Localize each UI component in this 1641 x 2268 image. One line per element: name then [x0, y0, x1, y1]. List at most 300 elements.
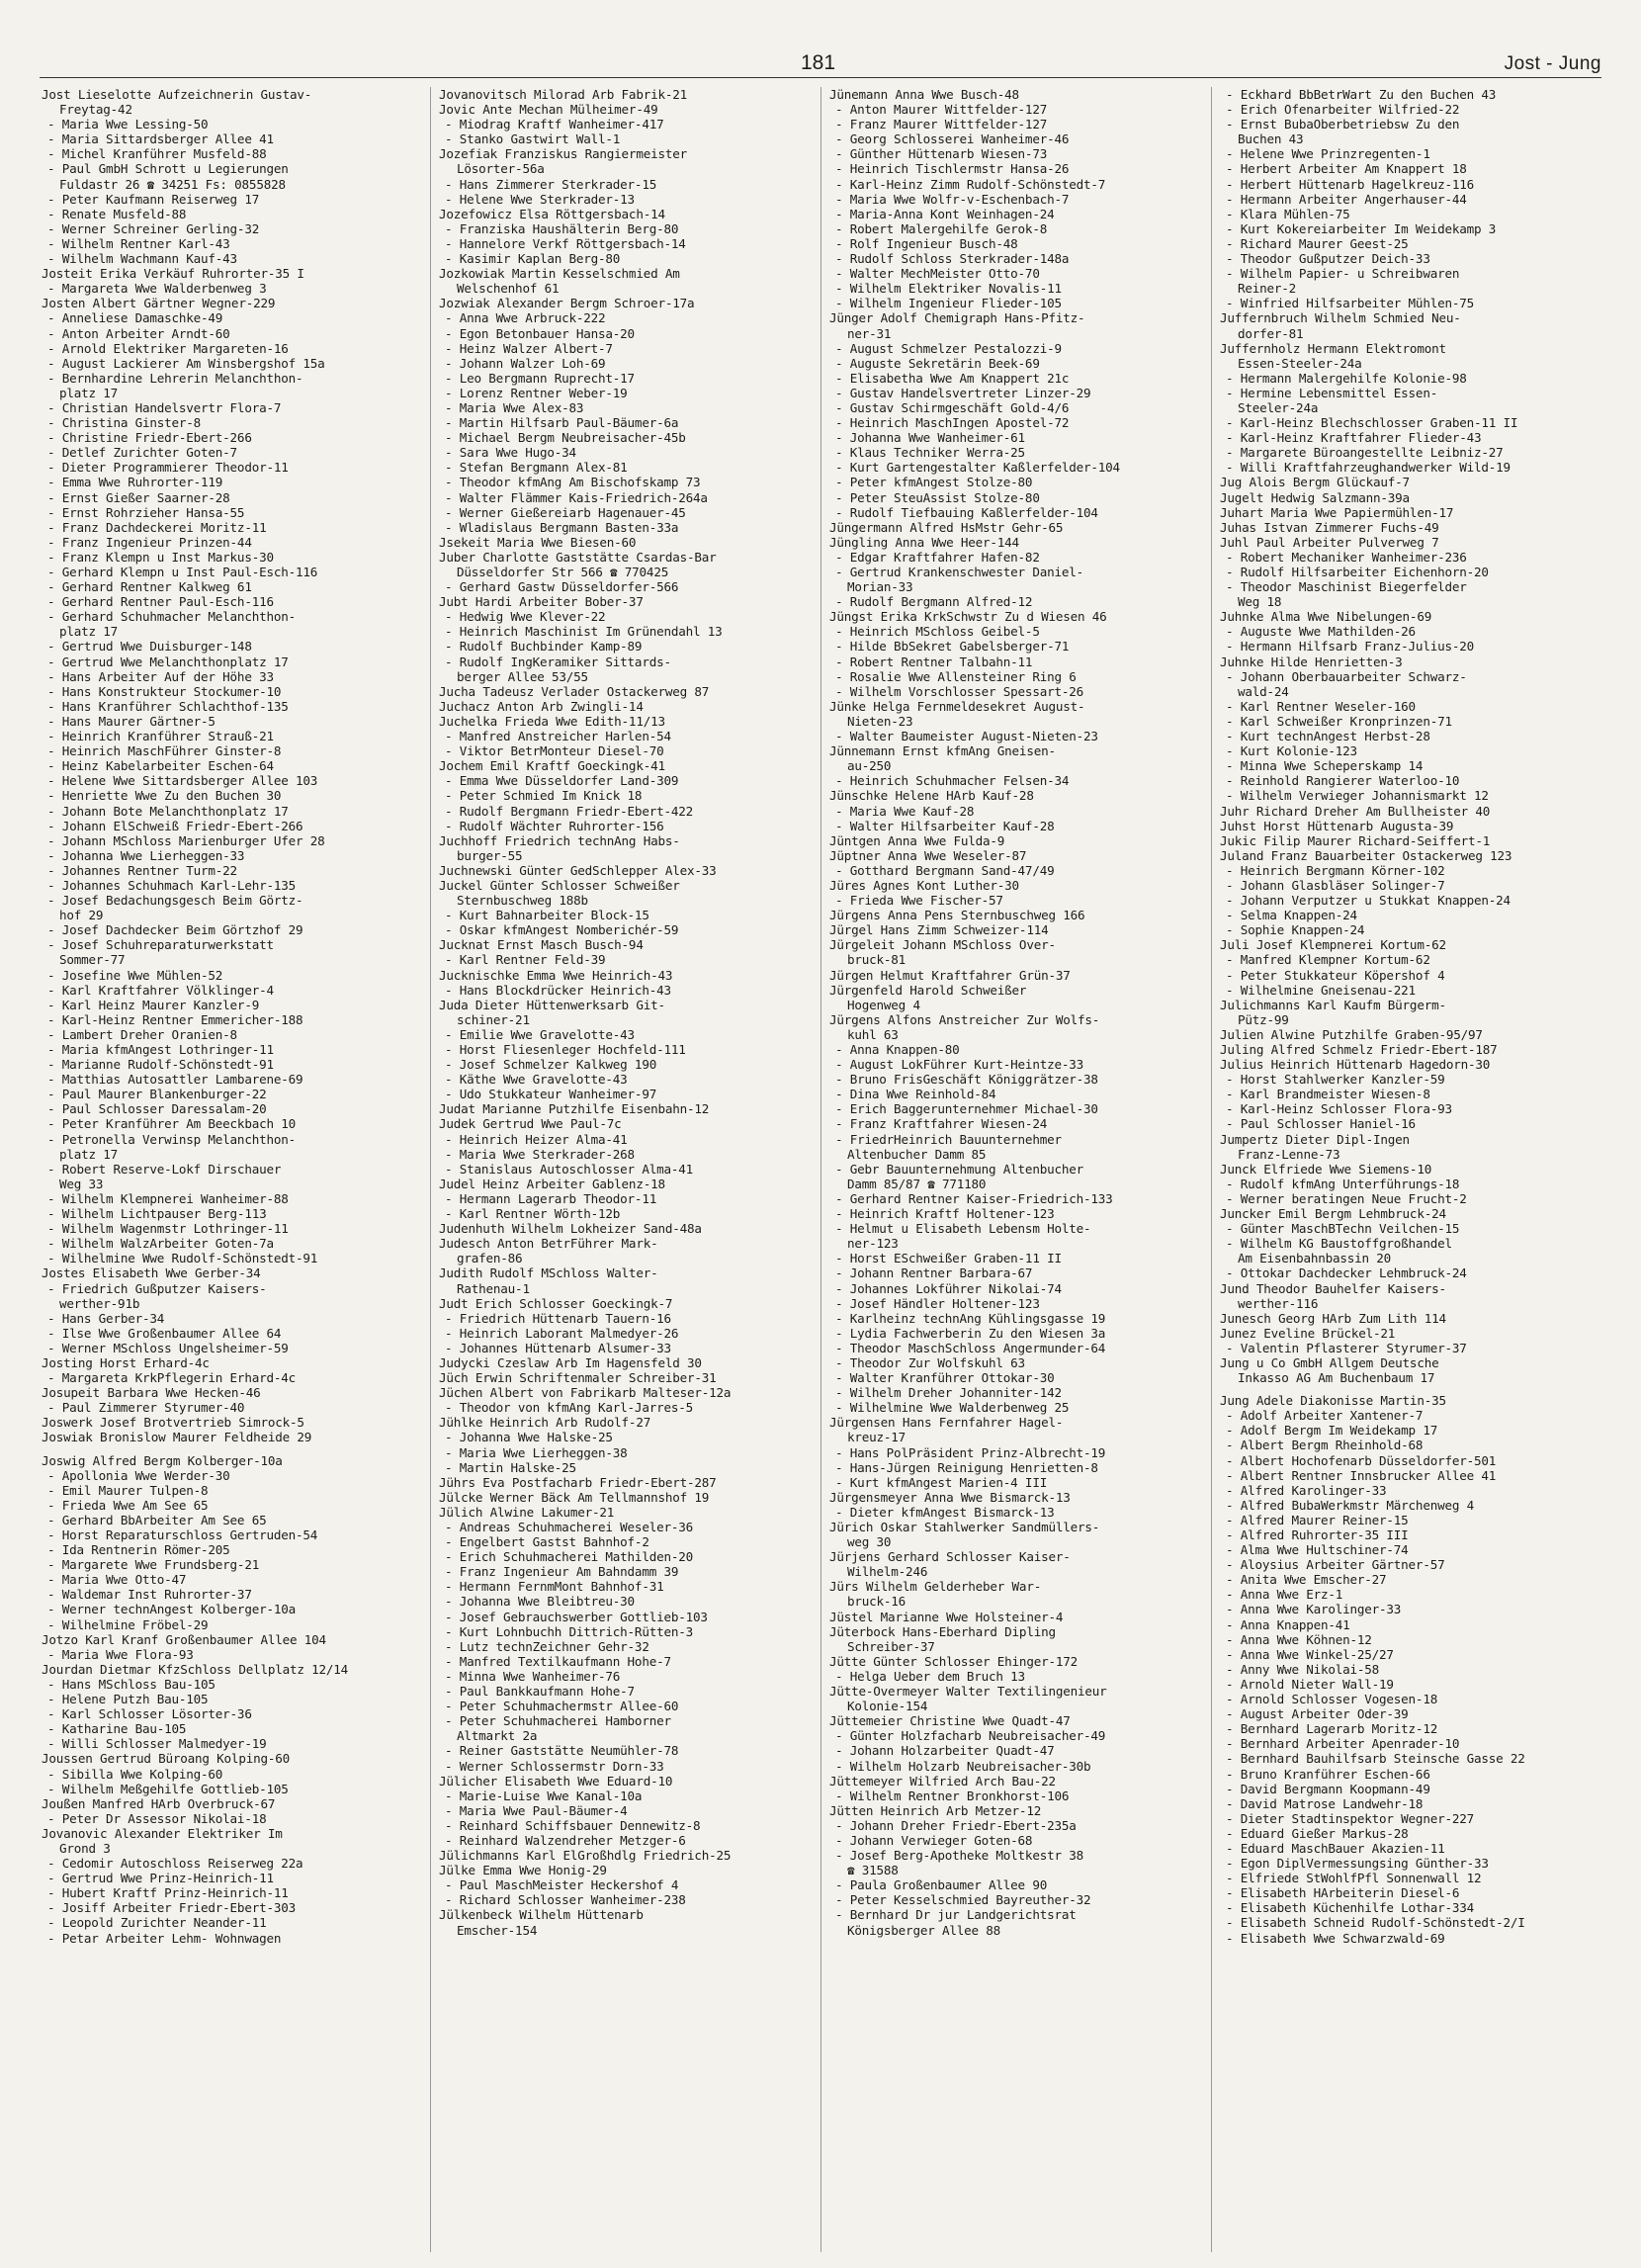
directory-entry: - Hans Kranführer Schlachthof-135	[47, 698, 289, 714]
directory-entry: Judt Erich Schlosser Goeckingk-7	[439, 1295, 673, 1311]
directory-entry: - Frieda Wwe Am See 65	[47, 1497, 209, 1513]
directory-entry: - Johann MSchloss Marienburger Ufer 28	[47, 832, 325, 848]
directory-entry: Juchhoff Friedrich technAng Habs-	[439, 832, 680, 848]
directory-entry: - Heinz Kabelarbeiter Eschen-64	[47, 758, 274, 774]
directory-entry: - Hermann Arbeiter Angerhauser-44	[1226, 191, 1467, 207]
directory-entry: - Karl Schlosser Lösorter-36	[47, 1706, 252, 1722]
directory-entry: Jüngst Erika KrkSchwstr Zu d Wiesen 46	[829, 609, 1107, 625]
directory-entry: Jung Adele Diakonisse Martin-35	[1220, 1393, 1446, 1409]
directory-entry: Jochem Emil Kraftf Goeckingk-41	[439, 758, 665, 774]
directory-entry: - Hans PolPräsident Prinz-Albrecht-19	[835, 1444, 1106, 1460]
directory-entry: Jürgeleit Johann MSchloss Over-	[829, 937, 1056, 953]
directory-entry: - Eduard Gießer Markus-28	[1226, 1825, 1409, 1841]
directory-entry: - Emma Wwe Ruhrorter-119	[47, 475, 223, 490]
directory-entry: - Peter Schmied Im Knick 18	[445, 788, 643, 804]
directory-entry: - Franz Ingenieur Prinzen-44	[47, 534, 252, 550]
directory-entry: - Heinrich Schuhmacher Felsen-34	[835, 773, 1070, 789]
directory-entry: - David Matrose Landwehr-18	[1226, 1795, 1424, 1811]
directory-entry: - Karl Kraftfahrer Völklinger-4	[47, 982, 274, 998]
directory-entry: - Josef Berg-Apotheke Moltkestr 38	[835, 1848, 1083, 1864]
directory-entry: Joswig Alfred Bergm Kolberger-10a	[42, 1452, 283, 1468]
directory-entry: - Kurt Kokereiarbeiter Im Weidekamp 3	[1226, 220, 1497, 236]
directory-entry: - Ida Rentnerin Römer-205	[47, 1542, 230, 1558]
directory-entry: Juffernbruch Wilhelm Schmied Neu-	[1220, 310, 1461, 326]
directory-entry: - Helene Wwe Sittardsberger Allee 103	[47, 773, 318, 789]
directory-entry: - Elfriede StWohlfPfl Sonnenwall 12	[1226, 1871, 1482, 1886]
directory-entry: Jünemann Anna Wwe Busch-48	[829, 87, 1019, 102]
directory-entry: - Günter Holzfacharb Neubreisacher-49	[835, 1728, 1106, 1744]
directory-entry: - Heinrich Bergmann Körner-102	[1226, 862, 1445, 878]
directory-entry: Jülke Emma Wwe Honig-29	[439, 1863, 607, 1878]
directory-entry: - Stanko Gastwirt Wall-1	[445, 131, 621, 147]
directory-entry: - Wilhelmine Wwe Rudolf-Schönstedt-91	[47, 1251, 318, 1266]
directory-entry: - Wilhelm Elektriker Novalis-11	[835, 281, 1062, 297]
directory-entry: Jüngermann Alfred HsMstr Gehr-65	[829, 519, 1064, 535]
directory-entry: - Anton Maurer Wittfelder-127	[835, 102, 1048, 118]
directory-entry: kreuz-17	[847, 1430, 907, 1445]
directory-entry: - Karl Rentner Wörth-12b	[445, 1206, 621, 1222]
directory-entry: Jülich Alwine Lakumer-21	[439, 1504, 615, 1520]
directory-entry: Juling Alfred Schmelz Friedr-Ebert-187	[1220, 1042, 1498, 1057]
directory-entry: - Gebr Bauunternehmung Altenbucher	[835, 1161, 1083, 1177]
directory-entry: - Paul Schlosser Daressalam-20	[47, 1101, 267, 1117]
directory-entry: - Erich Schuhmacherei Mathilden-20	[445, 1549, 693, 1565]
directory-entry: Jozefiak Franziskus Rangiermeister	[439, 146, 687, 162]
directory-entry: - Hermann Hilfsarb Franz-Julius-20	[1226, 639, 1474, 654]
directory-entry: bruck-81	[847, 952, 907, 968]
directory-entry: - Heinrich Maschinist Im Grünendahl 13	[445, 624, 723, 640]
directory-entry: - Hans Gerber-34	[47, 1310, 165, 1326]
directory-entry: - Rosalie Wwe Allensteiner Ring 6	[835, 668, 1077, 684]
directory-entry: Hogenweg 4	[847, 997, 920, 1012]
directory-entry: - Josef Händler Holtener-123	[835, 1295, 1040, 1311]
directory-entry: - Anna Wwe Karolinger-33	[1226, 1602, 1402, 1617]
directory-entry: Jüterbock Hans-Eberhard Dipling	[829, 1623, 1056, 1639]
page-header	[40, 51, 1601, 78]
directory-entry: Juli Josef Klempnerei Kortum-62	[1220, 937, 1446, 953]
directory-entry: - Gerhard Rentner Paul-Esch-116	[47, 594, 274, 610]
directory-entry: - Manfred Anstreicher Harlen-54	[445, 729, 671, 744]
directory-entry: - Karl Rentner Feld-39	[445, 952, 606, 968]
directory-entry: berger Allee 53/55	[457, 668, 588, 684]
directory-entry: Jürgensen Hans Fernfahrer Hagel-	[829, 1415, 1064, 1431]
directory-entry: - Peter Kranführer Am Beeckbach 10	[47, 1116, 296, 1132]
directory-entry: Jug Alois Bergm Glückauf-7	[1220, 475, 1410, 490]
directory-entry: - Rudolf Schloss Sterkrader-148a	[835, 251, 1070, 267]
directory-entry: - Renate Musfeld-88	[47, 206, 187, 221]
directory-entry: - Anny Wwe Nikolai-58	[1226, 1661, 1380, 1677]
directory-entry: Emscher-154	[457, 1922, 538, 1938]
directory-entry: - Engelbert Gastst Bahnhof-2	[445, 1534, 649, 1550]
directory-entry: Juda Dieter Hüttenwerksarb Git-	[439, 997, 665, 1012]
directory-entry: - Ernst Rohrzieher Hansa-55	[47, 504, 245, 520]
directory-entry: Jürich Oskar Stahlwerker Sandmüllers-	[829, 1520, 1100, 1534]
directory-entry: - Alfred BubaWerkmstr Märchenweg 4	[1226, 1497, 1474, 1513]
directory-entry: - Bernhardine Lehrerin Melanchthon-	[47, 370, 303, 386]
directory-entry: Jüres Agnes Kont Luther-30	[829, 877, 1019, 893]
directory-column-3	[820, 87, 1211, 2252]
directory-entry: - Gerhard Rentner Kaiser-Friedrich-133	[835, 1190, 1113, 1206]
directory-entry: - Rudolf Hilfsarbeiter Eichenhorn-20	[1226, 565, 1489, 579]
directory-entry: - Dieter kfmAngest Bismarck-13	[835, 1504, 1055, 1520]
directory-entry: - Walter MechMeister Otto-70	[835, 266, 1040, 282]
entry-gap	[42, 1445, 422, 1453]
directory-entry: Welschenhof 61	[457, 281, 560, 297]
directory-entry: - Johannes Hüttenarb Alsumer-33	[445, 1340, 671, 1355]
directory-entry: - Kurt Bahnarbeiter Block-15	[445, 908, 649, 923]
directory-entry: platz 17	[59, 385, 119, 400]
directory-entry: weg 30	[847, 1534, 892, 1550]
directory-entry: - Wilhelm Verwieger Johannismarkt 12	[1226, 788, 1489, 804]
directory-entry: Julius Heinrich Hüttenarb Hagedorn-30	[1220, 1057, 1491, 1073]
directory-entry: - Horst Stahlwerker Kanzler-59	[1226, 1072, 1445, 1088]
directory-entry: - Michael Bergm Neubreisacher-45b	[445, 430, 686, 446]
directory-entry: Jütte-Overmeyer Walter Textilingenieur	[829, 1684, 1107, 1700]
directory-entry: Weg 18	[1238, 594, 1282, 610]
directory-entry: - Gertrud Wwe Melanchthonplatz 17	[47, 654, 289, 669]
directory-entry: - Dieter Programmierer Theodor-11	[47, 460, 289, 476]
directory-entry: - Bernhard Arbeiter Apenrader-10	[1226, 1736, 1460, 1752]
directory-entry: - Leopold Zurichter Neander-11	[47, 1915, 267, 1931]
directory-entry: - August Lackierer Am Winsbergshof 15a	[47, 355, 325, 371]
directory-entry: schiner-21	[457, 1011, 530, 1027]
directory-entry: - Erich Baggerunternehmer Michael-30	[835, 1101, 1098, 1117]
directory-entry: - Ernst Gießer Saarner-28	[47, 489, 230, 505]
directory-entry: Jünschke Helene HArb Kauf-28	[829, 788, 1034, 804]
directory-entry: - Andreas Schuhmacherei Weseler-36	[445, 1520, 693, 1534]
directory-entry: Junck Elfriede Wwe Siemens-10	[1220, 1161, 1432, 1177]
directory-entry: - Peter Schuhmacherei Hamborner	[445, 1713, 671, 1729]
directory-entry: - Franz Klempn u Inst Markus-30	[47, 549, 274, 565]
directory-entry: - Peter Stukkateur Köpershof 4	[1226, 967, 1445, 983]
directory-entry: - Stefan Bergmann Alex-81	[445, 460, 628, 476]
directory-entry: - Friedrich Gußputzer Kaisers-	[47, 1280, 267, 1296]
directory-entry: - Herbert Hüttenarb Hagelkreuz-116	[1226, 176, 1474, 192]
directory-entry: - Hans Arbeiter Auf der Höhe 33	[47, 668, 274, 684]
directory-entry: - Paul MaschMeister Heckershof 4	[445, 1877, 679, 1893]
directory-entry: - Johannes Rentner Turm-22	[47, 862, 237, 878]
directory-entry: Judel Heinz Arbeiter Gablenz-18	[439, 1176, 665, 1191]
directory-entry: - Theodor von kfmAng Karl-Jarres-5	[445, 1400, 693, 1416]
directory-entry: - Reinhard Walzendreher Metzger-6	[445, 1832, 686, 1848]
directory-entry: - Josef Schuhreparaturwerkstatt	[47, 937, 274, 953]
directory-entry: - Peter Kaufmann Reiserweg 17	[47, 191, 260, 207]
directory-entry: Jourdan Dietmar KfzSchloss Dellplatz 12/14	[42, 1661, 349, 1677]
directory-entry: - Horst Reparaturschloss Gertruden-54	[47, 1527, 318, 1542]
directory-entry: Juchnewski Günter GedSchlepper Alex-33	[439, 862, 717, 878]
directory-entry: - Winfried Hilfsarbeiter Mühlen-75	[1226, 296, 1474, 311]
directory-entry: Josteit Erika Verkäuf Ruhrorter-35 I	[42, 266, 304, 282]
directory-entry: - Bernhard Bauhilfsarb Steinsche Gasse 22	[1226, 1751, 1525, 1767]
directory-entry: - Manfred Textilkaufmann Hohe-7	[445, 1653, 671, 1669]
directory-entry: Joswerk Josef Brotvertrieb Simrock-5	[42, 1415, 304, 1431]
directory-entry: - Herbert Arbeiter Am Knappert 18	[1226, 161, 1467, 177]
directory-entry: - Elisabetha Wwe Am Knappert 21c	[835, 370, 1070, 386]
directory-entry: Jung u Co GmbH Allgem Deutsche	[1220, 1354, 1439, 1370]
directory-entry: - Wilhelm Holzarb Neubreisacher-30b	[835, 1758, 1091, 1774]
directory-entry: Juhst Horst Hüttenarb Augusta-39	[1220, 818, 1454, 833]
directory-entry: Jülichmanns Karl ElGroßhdlg Friedrich-25	[439, 1848, 732, 1864]
directory-entry: - Rudolf kfmAng Unterführungs-18	[1226, 1176, 1460, 1191]
directory-entry: - Werner Schlossermstr Dorn-33	[445, 1758, 664, 1774]
directory-entry: - FriedrHeinrich Bauunternehmer	[835, 1131, 1062, 1147]
directory-entry: - Josef Gebrauchswerber Gottlieb-103	[445, 1609, 708, 1624]
directory-entry: Jüntgen Anna Wwe Fulda-9	[829, 832, 1005, 848]
directory-entry: Jüchen Albert von Fabrikarb Malteser-12a	[439, 1385, 732, 1401]
directory-entry: - Rudolf Bergmann Alfred-12	[835, 594, 1033, 610]
directory-entry: Jüttemeyer Wilfried Arch Bau-22	[829, 1773, 1056, 1788]
directory-entry: - Anna Knappen-41	[1226, 1616, 1350, 1632]
directory-entry: - August Schmelzer Pestalozzi-9	[835, 340, 1062, 356]
directory-entry: - Hermann FernmMont Bahnhof-31	[445, 1579, 664, 1595]
entry-gap	[1220, 1385, 1594, 1393]
directory-column-2	[430, 87, 820, 2252]
directory-entry: - Johann Dreher Friedr-Ebert-235a	[835, 1817, 1077, 1833]
directory-entry: - Karl-Heinz Kraftfahrer Flieder-43	[1226, 430, 1482, 446]
directory-entry: Josten Albert Gärtner Wegner-229	[42, 296, 276, 311]
directory-entry: - Richard Maurer Geest-25	[1226, 235, 1409, 251]
directory-entry: - Detlef Zurichter Goten-7	[47, 445, 237, 461]
directory-entry: - Werner Gießereiarb Hagenauer-45	[445, 504, 686, 520]
directory-entry: Jovanovic Alexander Elektriker Im	[42, 1825, 283, 1841]
directory-entry: Junez Eveline Brückel-21	[1220, 1325, 1396, 1341]
directory-entry: Juhart Maria Wwe Papiermühlen-17	[1220, 504, 1454, 520]
directory-entry: - Franziska Haushälterin Berg-80	[445, 220, 679, 236]
directory-entry: Steeler-24a	[1238, 399, 1319, 415]
directory-entry: - August Arbeiter Oder-39	[1226, 1706, 1409, 1722]
directory-entry: - Heinrich MaschFührer Ginster-8	[47, 743, 282, 759]
directory-entry: - Hermine Lebensmittel Essen-	[1226, 385, 1438, 400]
directory-entry: Jucha Tadeusz Verlader Ostackerweg 87	[439, 683, 710, 699]
directory-entry: - Hans Blockdrücker Heinrich-43	[445, 982, 671, 998]
directory-entry: - Wilhelm Rentner Karl-43	[47, 235, 230, 251]
directory-entry: - Gustav Handelsvertreter Linzer-29	[835, 385, 1091, 400]
directory-entry: - Rudolf Bergmann Friedr-Ebert-422	[445, 803, 693, 819]
directory-entry: - Auguste Sekretärin Beek-69	[835, 355, 1040, 371]
directory-entry: Jürgen Helmut Kraftfahrer Grün-37	[829, 967, 1071, 983]
directory-entry: - Wilhelm Wagenmstr Lothringer-11	[47, 1221, 289, 1237]
directory-entry: - Richard Schlosser Wanheimer-238	[445, 1892, 686, 1908]
directory-entry: - Paul Bankkaufmann Hohe-7	[445, 1684, 635, 1700]
directory-column-1	[40, 87, 430, 2252]
directory-entry: - Theodor kfmAng Am Bischofskamp 73	[445, 475, 701, 490]
directory-entry: - Hans MSchloss Bau-105	[47, 1676, 216, 1692]
directory-entry: - Wilhelm Lichtpauser Berg-113	[47, 1206, 267, 1222]
directory-entry: - Maria Wwe Paul-Bäumer-4	[445, 1802, 628, 1818]
directory-entry: - Walter Kranführer Ottokar-30	[835, 1370, 1055, 1386]
directory-entry: - Walter Flämmer Kais-Friedrich-264a	[445, 489, 708, 505]
directory-entry: Rathenau-1	[457, 1280, 530, 1296]
directory-entry: - Johanna Wwe Halske-25	[445, 1430, 613, 1445]
directory-entry: Judith Rudolf MSchloss Walter-	[439, 1265, 658, 1281]
directory-entry: - Johannes Schuhmach Karl-Lehr-135	[47, 877, 296, 893]
directory-entry: burger-55	[457, 847, 523, 863]
directory-entry: Jozefowicz Elsa Röttgersbach-14	[439, 206, 665, 221]
directory-entry: - Miodrag Kraftf Wanheimer-417	[445, 117, 664, 132]
directory-entry: - Wilhelm Vorschlosser Spessart-26	[835, 683, 1083, 699]
directory-entry: - Heinrich MaschIngen Apostel-72	[835, 415, 1070, 431]
directory-entry: Jürgens Anna Pens Sternbuschweg 166	[829, 908, 1085, 923]
directory-entry: - Alfred Karolinger-33	[1226, 1482, 1387, 1498]
directory-entry: - Wilhelm Meßgehilfe Gottlieb-105	[47, 1781, 289, 1796]
directory-entry: - Christian Handelsvertr Flora-7	[47, 399, 282, 415]
directory-entry: Kolonie-154	[847, 1699, 928, 1714]
directory-entry: - Wilhelm Papier- u Schreibwaren	[1226, 266, 1460, 282]
directory-entry: - Gustav Schirmgeschäft Gold-4/6	[835, 399, 1070, 415]
directory-entry: - Karl-Heinz Zimm Rudolf-Schönstedt-7	[835, 176, 1106, 192]
directory-entry: - Friedrich Hüttenarb Tauern-16	[445, 1310, 671, 1326]
directory-entry: Schreiber-37	[847, 1638, 935, 1654]
directory-entry: - Hermann Malergehilfe Kolonie-98	[1226, 370, 1467, 386]
directory-entry: Franz-Lenne-73	[1238, 1146, 1340, 1162]
directory-entry: - Anton Arbeiter Arndt-60	[47, 325, 230, 341]
directory-entry: - Katharine Bau-105	[47, 1721, 187, 1737]
directory-entry: - Hans Maurer Gärtner-5	[47, 713, 216, 729]
directory-entry: - Wilhelmine Wwe Walderbenweg 25	[835, 1400, 1070, 1416]
directory-entry: Jumpertz Dieter Dipl-Ingen	[1220, 1131, 1410, 1147]
directory-entry: - Johann Walzer Loh-69	[445, 355, 606, 371]
directory-entry: - Petar Arbeiter Lehm- Wohnwagen	[47, 1930, 282, 1946]
directory-entry: - Johann Rentner Barbara-67	[835, 1265, 1033, 1281]
directory-entry: - Rudolf Buchbinder Kamp-89	[445, 639, 643, 654]
directory-entry: - Karl Rentner Weseler-160	[1226, 698, 1416, 714]
directory-entry: - Wilhelm Rentner Bronkhorst-106	[835, 1788, 1070, 1803]
directory-entry: - Anna Wwe Köhnen-12	[1226, 1631, 1372, 1647]
directory-entry: Juchelka Frieda Wwe Edith-11/13	[439, 713, 665, 729]
directory-entry: - Egon Betonbauer Hansa-20	[445, 325, 635, 341]
directory-entry: - Hubert Kraftf Prinz-Heinrich-11	[47, 1885, 289, 1901]
directory-entry: - Christine Friedr-Ebert-266	[47, 430, 252, 446]
directory-entry: Jukic Filip Maurer Richard-Seiffert-1	[1220, 832, 1491, 848]
directory-entry: - Rolf Ingenieur Busch-48	[835, 235, 1018, 251]
directory-entry: - Alfred Maurer Reiner-15	[1226, 1512, 1409, 1527]
directory-entry: - Lutz technZeichner Gehr-32	[445, 1638, 649, 1654]
directory-entry: Jülkenbeck Wilhelm Hüttenarb	[439, 1907, 644, 1923]
directory-entry: - Gerhard Klempn u Inst Paul-Esch-116	[47, 565, 318, 579]
directory-entry: - Franz Ingenieur Am Bahndamm 39	[445, 1564, 679, 1580]
directory-entry: - Franz Dachdeckerei Moritz-11	[47, 519, 267, 535]
directory-entry: - Ernst BubaOberbetriebsw Zu den	[1226, 117, 1460, 132]
directory-entry: - Paul Schlosser Haniel-16	[1226, 1116, 1416, 1132]
directory-entry: Juhas Istvan Zimmerer Fuchs-49	[1220, 519, 1439, 535]
directory-entry: - Selma Knappen-24	[1226, 908, 1357, 923]
directory-entry: - Gertrud Wwe Duisburger-148	[47, 639, 252, 654]
directory-entry: - Peter kfmAngest Stolze-80	[835, 475, 1033, 490]
directory-entry: Sternbuschweg 188b	[457, 893, 588, 909]
directory-entry: - Alma Wwe Hultschiner-74	[1226, 1542, 1409, 1558]
directory-entry: - Arnold Elektriker Margareten-16	[47, 340, 289, 356]
directory-entry: - Günther Hüttenarb Wiesen-73	[835, 146, 1048, 162]
directory-entry: - Johann Verputzer u Stukkat Knappen-24	[1226, 893, 1511, 909]
directory-entry: - Willi Kraftfahrzeughandwerker Wild-19	[1226, 460, 1511, 476]
directory-entry: - Hans Konstrukteur Stockumer-10	[47, 683, 282, 699]
directory-entry: Juhr Richard Dreher Am Bullheister 40	[1220, 803, 1491, 819]
directory-entry: - Eckhard BbBetrWart Zu den Buchen 43	[1226, 87, 1497, 102]
running-head: Jost - Jung	[1504, 53, 1601, 74]
directory-entry: - Paul Maurer Blankenburger-22	[47, 1087, 267, 1102]
directory-entry: - Peter SteuAssist Stolze-80	[835, 489, 1040, 505]
directory-entry: Pütz-99	[1238, 1011, 1289, 1027]
directory-entry: - Auguste Wwe Mathilden-26	[1226, 624, 1416, 640]
directory-entry: Junesch Georg HArb Zum Lith 114	[1220, 1310, 1446, 1326]
directory-entry: - Walter Hilfsarbeiter Kauf-28	[835, 818, 1055, 833]
directory-entry: Jühlke Heinrich Arb Rudolf-27	[439, 1415, 651, 1431]
directory-entry: - Hans-Jürgen Reinigung Henrietten-8	[835, 1459, 1098, 1475]
directory-entry: - Minna Wwe Scheperskamp 14	[1226, 758, 1424, 774]
directory-entry: - Margareta KrkPflegerin Erhard-4c	[47, 1370, 296, 1386]
directory-entry: - Maria Wwe Wolfr-v-Eschenbach-7	[835, 191, 1070, 207]
directory-columns	[40, 87, 1601, 2252]
directory-entry: - Margarete Wwe Frundsberg-21	[47, 1557, 260, 1573]
directory-entry: - Maria Wwe Lessing-50	[47, 117, 209, 132]
directory-entry: - Heinrich Heizer Alma-41	[445, 1131, 628, 1147]
directory-entry: Juckel Günter Schlosser Schweißer	[439, 877, 680, 893]
directory-entry: Jütte Günter Schlosser Ehinger-172	[829, 1653, 1078, 1669]
directory-entry: bruck-16	[847, 1594, 907, 1610]
directory-entry: Freytag-42	[59, 102, 132, 118]
directory-entry: - Paul Zimmerer Styrumer-40	[47, 1400, 245, 1416]
directory-entry: - Elisabeth Küchenhilfe Lothar-334	[1226, 1900, 1474, 1916]
directory-entry: Düsseldorfer Str 566 ☎ 770425	[457, 565, 669, 579]
directory-entry: - Karl Heinz Maurer Kanzler-9	[47, 997, 260, 1012]
directory-entry: Juncker Emil Bergm Lehmbruck-24	[1220, 1206, 1446, 1222]
directory-entry: Jüttemeier Christine Wwe Quadt-47	[829, 1713, 1071, 1729]
directory-entry: - Martin Hilfsarb Paul-Bäumer-6a	[445, 415, 679, 431]
directory-entry: - Josefine Wwe Mühlen-52	[47, 967, 223, 983]
directory-entry: Jüstel Marianne Wwe Holsteiner-4	[829, 1609, 1064, 1624]
directory-entry: - Johann ElSchweiß Friedr-Ebert-266	[47, 818, 303, 833]
directory-entry: - Albert Rentner Innsbrucker Allee 41	[1226, 1467, 1497, 1483]
directory-entry: - Willi Schlosser Malmedyer-19	[47, 1736, 267, 1752]
directory-entry: platz 17	[59, 1146, 119, 1162]
directory-entry: Jührs Eva Postfacharb Friedr-Ebert-287	[439, 1474, 717, 1490]
directory-entry: - Werner beratingen Neue Frucht-2	[1226, 1190, 1467, 1206]
directory-entry: Jürgensmeyer Anna Wwe Bismarck-13	[829, 1489, 1071, 1505]
directory-entry: - Kurt Lohnbuchh Dittrich-Rütten-3	[445, 1623, 693, 1639]
directory-entry: Jucknat Ernst Masch Busch-94	[439, 937, 644, 953]
directory-entry: - Johann Bote Melanchthonplatz 17	[47, 803, 289, 819]
directory-entry: - Elisabeth Wwe Schwarzwald-69	[1226, 1930, 1445, 1946]
directory-entry: - Kurt kfmAngest Marien-4 III	[835, 1474, 1048, 1490]
directory-entry: Jucknischke Emma Wwe Heinrich-43	[439, 967, 673, 983]
directory-entry: - Oskar kfmAngest Nomberichér-59	[445, 922, 679, 938]
directory-entry: - Kurt Kolonie-123	[1226, 743, 1357, 759]
directory-entry: Judesch Anton BetrFührer Mark-	[439, 1236, 658, 1252]
directory-entry: - Wilhelm Wachmann Kauf-43	[47, 251, 237, 267]
directory-entry: Jürjens Gerhard Schlosser Kaiser-	[829, 1549, 1071, 1565]
directory-entry: - Reinhold Rangierer Waterloo-10	[1226, 773, 1460, 789]
directory-entry: Jozwiak Alexander Bergm Schroer-17a	[439, 296, 695, 311]
directory-entry: - August LokFührer Kurt-Heintze-33	[835, 1057, 1083, 1073]
directory-entry: - Walter Baumeister August-Nieten-23	[835, 729, 1098, 744]
directory-entry: - Edgar Kraftfahrer Hafen-82	[835, 549, 1040, 565]
directory-entry: - Apollonia Wwe Werder-30	[47, 1467, 230, 1483]
directory-entry: Sommer-77	[59, 952, 126, 968]
directory-entry: - Wilhelmine Gneisenau-221	[1226, 982, 1416, 998]
directory-entry: - Anita Wwe Emscher-27	[1226, 1572, 1387, 1588]
directory-entry: - Anna Wwe Arbruck-222	[445, 310, 606, 326]
directory-entry: - Hedwig Wwe Klever-22	[445, 609, 606, 625]
directory-entry: Inkasso AG Am Buchenbaum 17	[1238, 1370, 1435, 1386]
directory-entry: - Emil Maurer Tulpen-8	[47, 1482, 209, 1498]
directory-entry: - Emma Wwe Düsseldorfer Land-309	[445, 773, 679, 789]
directory-entry: Weg 33	[59, 1176, 104, 1191]
directory-entry: - Wilhelmine Fröbel-29	[47, 1616, 209, 1632]
directory-entry: - Gerhard Rentner Kalkweg 61	[47, 579, 252, 595]
directory-entry: - Wilhelm Klempnerei Wanheimer-88	[47, 1190, 289, 1206]
directory-entry: - Franz Kraftfahrer Wiesen-24	[835, 1116, 1048, 1132]
directory-entry: Jünger Adolf Chemigraph Hans-Pfitz-	[829, 310, 1085, 326]
